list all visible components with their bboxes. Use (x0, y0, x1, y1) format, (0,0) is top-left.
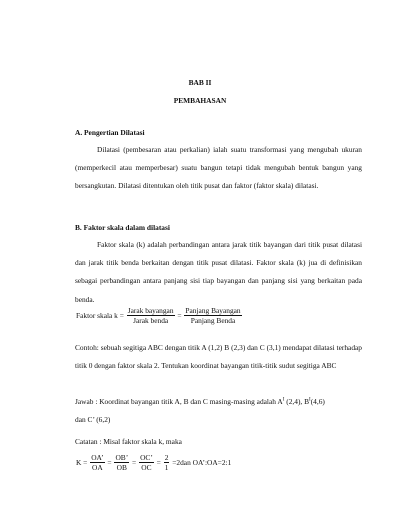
section-a-text: Dilatasi (pembesaran atau perkalian) ialah suatu transformasi yang mengubah ukuran (memperkecil atau memperbesar) suatu bangun tetapi tidak mengubah bentuk bangun yang bersangkutan. Dilatasi ditentukan oleh titik pusat dan faktor (faktor skala) dilatasi. (75, 145, 362, 191)
ratio-f2-num: OB’ (115, 453, 129, 462)
ratio-f3-den: OC (141, 463, 152, 472)
ratio-fraction-a (90, 453, 104, 472)
answer-pre: Jawab : Koordinat bayangan titik A, B dan C masing-masing adalah A (75, 397, 283, 406)
answer-sup-a: I (282, 397, 285, 403)
answer-mid-1: (2,4), B (284, 397, 310, 406)
section-a-heading: A. Pengertian Dilatasi (75, 128, 145, 137)
formula-fraction-distance (127, 306, 175, 325)
ratio-formula (75, 453, 232, 472)
ratio-f4-num: 2 (164, 453, 169, 462)
ratio-f3-num: OC’ (140, 453, 153, 462)
formula-frac1-num: Jarak bayangan (127, 306, 174, 315)
formula-frac2-num: Panjang Bayangan (185, 306, 241, 315)
ratio-label: K = (76, 458, 88, 467)
answer-paragraph (75, 393, 362, 429)
ratio-f1-num: OA’ (91, 453, 104, 462)
formula-frac1-den: Jarak benda (133, 316, 169, 325)
answer-line-2: dan C’ (6,2) (75, 415, 111, 425)
ratio-eq-1: = (107, 458, 112, 467)
ratio-f2-den: OB (116, 463, 127, 472)
ratio-f1-den: OA (92, 463, 103, 472)
chapter-title: PEMBAHASAN (173, 96, 227, 105)
section-b-paragraph (75, 236, 362, 309)
section-b-text: Faktor skala (k) adalah perbandingan antara jarak titik bayangan dari titik pusat dilatasi dan jarak titik benda berkaitan dengan titik pusat dilatasi. Faktor skala (k) jua di definisikan sebagai perbandingan antara panjang sisi tiap bayangan dan panjang sisi yang berkaitan pada benda. (75, 240, 362, 304)
ratio-fraction-c (139, 453, 154, 472)
example-paragraph (75, 339, 362, 375)
note-text: Catatan : Misal faktor skala k, maka (75, 437, 182, 446)
scale-factor-formula (75, 306, 242, 325)
section-b-heading: B. Faktor skala dalam dilatasi (75, 223, 170, 232)
example-text: Contoh: sebuah segitiga ABC dengan titik A (1,2) B (2,3) dan C (3,1) mendapat dilatasi terhadap titik 0 dengan faktor skala 2. Tentukan koordinat bayangan titik-titik sudut segitiga ABC (75, 343, 362, 371)
chapter-number: BAB II (188, 78, 212, 87)
ratio-fraction-b (114, 453, 129, 472)
ratio-eq-2: = (132, 458, 137, 467)
answer-sup-b: I (309, 397, 311, 403)
section-a-paragraph (75, 141, 362, 196)
ratio-fraction-d (164, 453, 170, 472)
formula-fraction-length (184, 306, 241, 325)
ratio-tail: =2dan OA’:OA=2:1 (172, 458, 232, 467)
ratio-eq-3: = (156, 458, 161, 467)
formula-label: Faktor skala k = (76, 311, 124, 320)
ratio-f4-den: 1 (164, 463, 169, 472)
formula-equals: = (177, 311, 182, 320)
formula-frac2-den: Panjang Benda (190, 316, 236, 325)
answer-mid-2: (4,6) (310, 397, 325, 406)
